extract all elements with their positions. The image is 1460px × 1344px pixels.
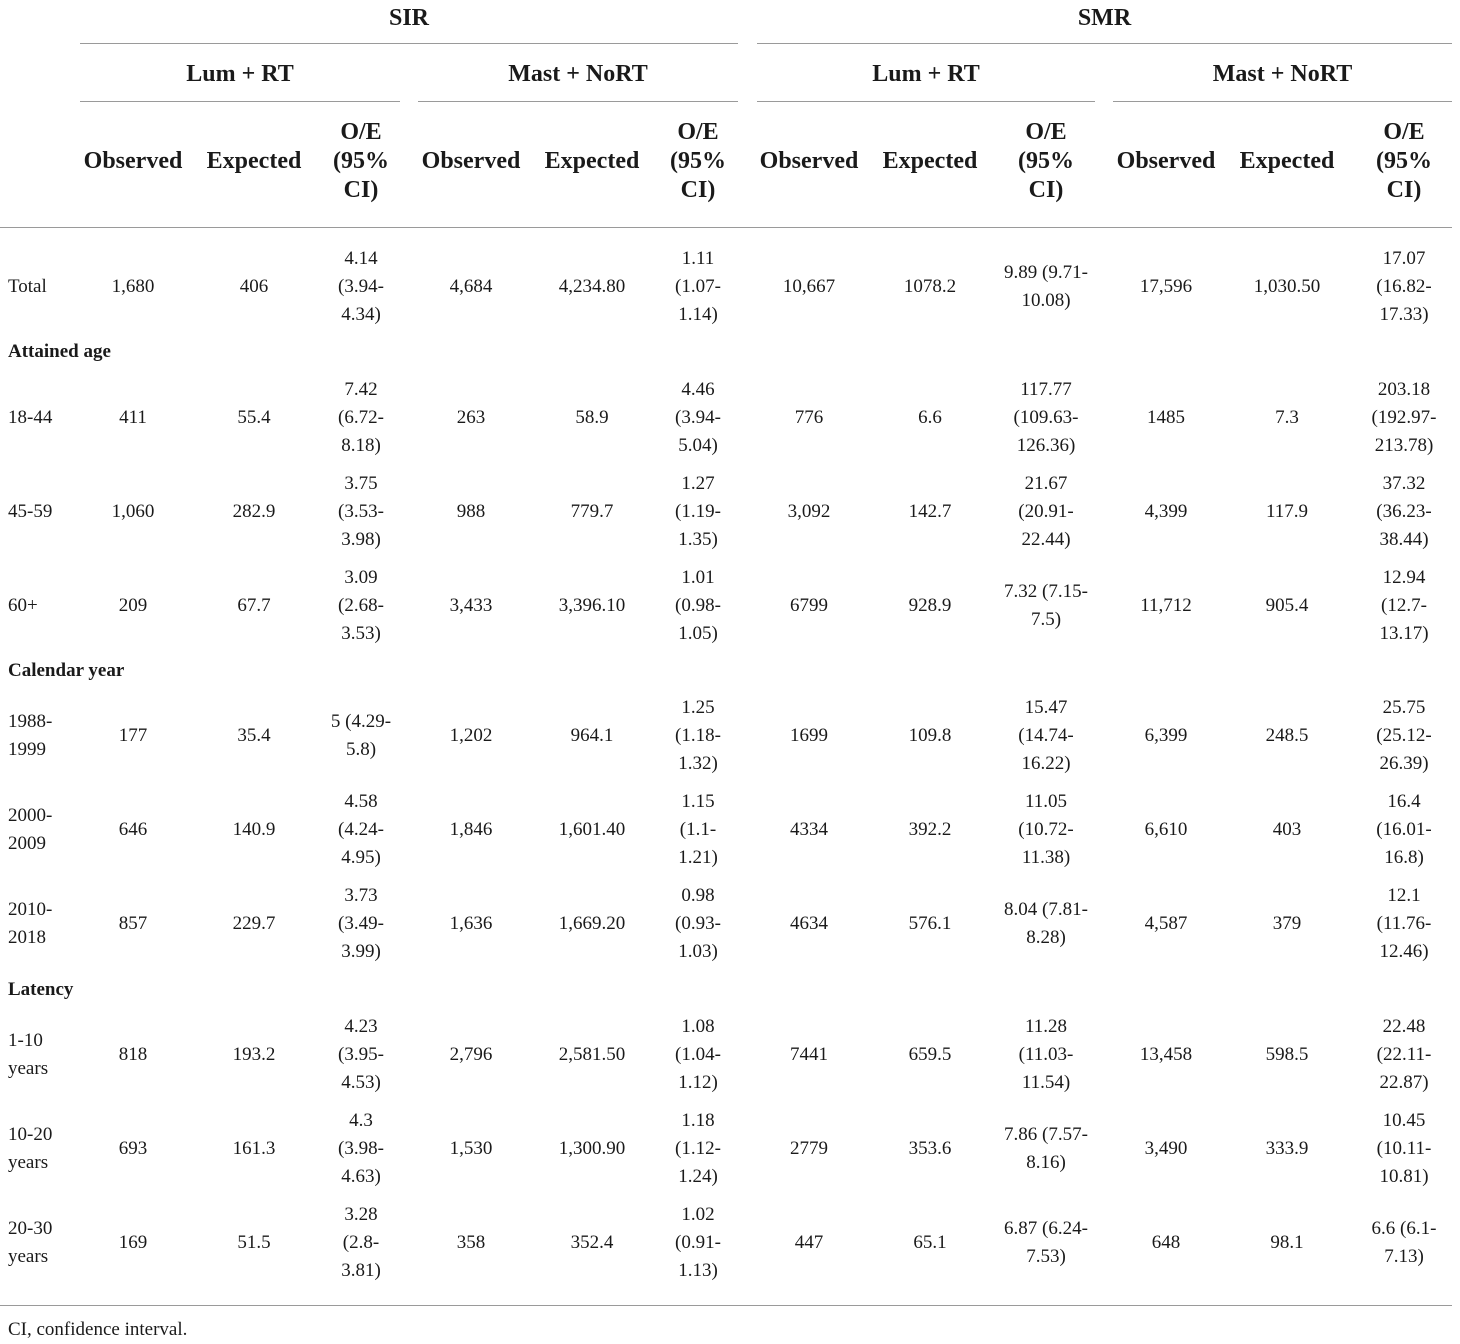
oe-ci-cell: 3.75 (3.53- 3.98) xyxy=(338,473,384,550)
row-label: 2010- 2018 xyxy=(8,899,53,948)
oe-ci-cell: 1.25 (1.18- 1.32) xyxy=(675,697,721,774)
subgroup-header: Lum + RT xyxy=(186,61,294,87)
expected-cell: 2,581.50 xyxy=(558,1044,626,1065)
observed-cell: 6,610 xyxy=(1144,819,1188,840)
expected-cell: 406 xyxy=(239,276,269,297)
row-label: Total xyxy=(8,276,47,297)
observed-cell: 4,587 xyxy=(1144,913,1188,934)
oe-ci-cell: 7.42 (6.72- 8.18) xyxy=(338,379,384,456)
oe-ci-cell: 1.15 (1.1- 1.21) xyxy=(678,791,718,868)
oe-ci-cell: 3.28 (2.8- 3.81) xyxy=(341,1204,381,1281)
expected-cell: 353.6 xyxy=(908,1138,952,1159)
column-header-observed: Observed xyxy=(83,148,183,174)
oe-ci-cell: 4.58 (4.24- 4.95) xyxy=(338,791,384,868)
oe-ci-cell: 4.14 (3.94- 4.34) xyxy=(338,248,384,325)
oe-ci-cell: 8.04 (7.81- 8.28) xyxy=(1004,899,1088,948)
observed-cell: 6799 xyxy=(790,595,828,616)
observed-cell: 1,680 xyxy=(111,276,155,297)
observed-cell: 358 xyxy=(456,1232,486,1253)
observed-cell: 4,684 xyxy=(449,276,493,297)
observed-cell: 3,433 xyxy=(449,595,493,616)
expected-cell: 659.5 xyxy=(908,1044,952,1065)
expected-cell: 1078.2 xyxy=(903,276,957,297)
oe-ci-cell: 21.67 (20.91- 22.44) xyxy=(1018,473,1074,550)
expected-cell: 140.9 xyxy=(232,819,276,840)
observed-cell: 10,667 xyxy=(782,276,836,297)
column-header-oe-ci: O/E (95% CI) xyxy=(670,119,726,203)
oe-ci-cell: 3.73 (3.49- 3.99) xyxy=(338,885,384,962)
oe-ci-cell: 11.05 (10.72- 11.38) xyxy=(1018,791,1074,868)
observed-cell: 3,092 xyxy=(787,501,831,522)
expected-cell: 964.1 xyxy=(570,725,614,746)
observed-cell: 411 xyxy=(119,407,147,428)
observed-cell: 646 xyxy=(118,819,148,840)
column-header-expected: Expected xyxy=(544,148,640,174)
oe-ci-cell: 1.18 (1.12- 1.24) xyxy=(675,1110,721,1187)
observed-cell: 776 xyxy=(794,407,824,428)
expected-cell: 4,234.80 xyxy=(558,276,626,297)
oe-ci-cell: 1.01 (0.98- 1.05) xyxy=(675,567,721,644)
expected-cell: 1,300.90 xyxy=(558,1138,626,1159)
subgroup-header: Mast + NoRT xyxy=(1212,61,1353,87)
observed-cell: 13,458 xyxy=(1139,1044,1193,1065)
oe-ci-cell: 7.32 (7.15- 7.5) xyxy=(1004,581,1088,630)
column-header-observed: Observed xyxy=(1116,148,1216,174)
expected-cell: 98.1 xyxy=(1270,1232,1304,1253)
expected-cell: 403 xyxy=(1272,819,1302,840)
expected-cell: 379 xyxy=(1272,913,1302,934)
observed-cell: 11,712 xyxy=(1140,595,1192,616)
expected-cell: 905.4 xyxy=(1265,595,1309,616)
oe-ci-cell: 25.75 (25.12- 26.39) xyxy=(1376,697,1432,774)
expected-cell: 598.5 xyxy=(1265,1044,1309,1065)
section-heading: Attained age xyxy=(8,341,111,362)
oe-ci-cell: 117.77 (109.63- 126.36) xyxy=(1013,379,1079,456)
expected-cell: 51.5 xyxy=(237,1232,271,1253)
oe-ci-cell: 1.11 (1.07- 1.14) xyxy=(675,248,721,325)
oe-ci-cell: 4.46 (3.94- 5.04) xyxy=(675,379,721,456)
observed-cell: 209 xyxy=(118,595,148,616)
expected-cell: 6.6 xyxy=(918,407,942,428)
expected-cell: 1,030.50 xyxy=(1253,276,1321,297)
expected-cell: 248.5 xyxy=(1265,725,1309,746)
expected-cell: 392.2 xyxy=(908,819,952,840)
table-bottom-rule xyxy=(0,1305,1452,1306)
observed-cell: 648 xyxy=(1151,1232,1181,1253)
observed-cell: 988 xyxy=(456,501,486,522)
subgroup-header: Mast + NoRT xyxy=(508,61,648,87)
expected-cell: 576.1 xyxy=(908,913,952,934)
oe-ci-cell: 12.94 (12.7- 13.17) xyxy=(1379,567,1429,644)
expected-cell: 161.3 xyxy=(232,1138,276,1159)
oe-ci-cell: 4.3 (3.98- 4.63) xyxy=(338,1110,384,1187)
oe-ci-cell: 0.98 (0.93- 1.03) xyxy=(675,885,721,962)
oe-ci-cell: 16.4 (16.01- 16.8) xyxy=(1376,791,1432,868)
expected-cell: 1,601.40 xyxy=(558,819,626,840)
oe-ci-cell: 6.6 (6.1- 7.13) xyxy=(1371,1218,1437,1267)
observed-cell: 857 xyxy=(118,913,148,934)
column-header-expected: Expected xyxy=(1239,148,1335,174)
expected-cell: 928.9 xyxy=(908,595,952,616)
observed-cell: 177 xyxy=(118,725,148,746)
row-label: 45-59 xyxy=(8,501,53,522)
expected-cell: 55.4 xyxy=(237,407,271,428)
expected-cell: 779.7 xyxy=(570,501,614,522)
expected-cell: 3,396.10 xyxy=(558,595,626,616)
observed-cell: 1,060 xyxy=(111,501,155,522)
row-label: 20-30 years xyxy=(8,1218,53,1267)
subgroup-rule xyxy=(418,101,738,102)
group-header-smr: SMR xyxy=(1077,5,1132,31)
group-rule xyxy=(80,43,738,44)
observed-cell: 7441 xyxy=(790,1044,828,1065)
observed-cell: 1,846 xyxy=(449,819,493,840)
observed-cell: 6,399 xyxy=(1144,725,1188,746)
observed-cell: 1,636 xyxy=(449,913,493,934)
expected-cell: 142.7 xyxy=(908,501,952,522)
column-header-oe-ci: O/E (95% CI) xyxy=(1376,119,1432,203)
expected-cell: 352.4 xyxy=(570,1232,614,1253)
oe-ci-cell: 5 (4.29- 5.8) xyxy=(330,711,392,760)
row-label: 1988- 1999 xyxy=(8,711,53,760)
column-header-observed: Observed xyxy=(759,148,859,174)
observed-cell: 263 xyxy=(456,407,486,428)
oe-ci-cell: 3.09 (2.68- 3.53) xyxy=(338,567,384,644)
oe-ci-cell: 1.27 (1.19- 1.35) xyxy=(675,473,721,550)
observed-cell: 2,796 xyxy=(449,1044,493,1065)
table-footnote: CI, confidence interval. xyxy=(8,1319,188,1340)
row-label: 1-10 years xyxy=(8,1030,49,1079)
row-label: 10-20 years xyxy=(8,1124,53,1173)
section-heading: Latency xyxy=(8,979,74,1000)
row-label: 2000- 2009 xyxy=(8,805,53,854)
oe-ci-cell: 9.89 (9.71- 10.08) xyxy=(1004,262,1088,311)
column-header-expected: Expected xyxy=(206,148,302,174)
oe-ci-cell: 7.86 (7.57- 8.16) xyxy=(1004,1124,1088,1173)
column-header-oe-ci: O/E (95% CI) xyxy=(1018,119,1074,203)
row-label: 18-44 xyxy=(8,407,53,428)
oe-ci-cell: 6.87 (6.24- 7.53) xyxy=(1004,1218,1088,1267)
oe-ci-cell: 11.28 (11.03- 11.54) xyxy=(1018,1016,1074,1093)
observed-cell: 2779 xyxy=(790,1138,828,1159)
observed-cell: 4334 xyxy=(790,819,828,840)
expected-cell: 193.2 xyxy=(232,1044,276,1065)
observed-cell: 4634 xyxy=(790,913,828,934)
expected-cell: 117.9 xyxy=(1265,501,1309,522)
expected-cell: 58.9 xyxy=(575,407,609,428)
header-bottom-rule xyxy=(0,227,1452,228)
column-header-expected: Expected xyxy=(882,148,978,174)
oe-ci-cell: 203.18 (192.97- 213.78) xyxy=(1371,379,1437,456)
oe-ci-cell: 1.02 (0.91- 1.13) xyxy=(675,1204,721,1281)
row-label: 60+ xyxy=(8,595,38,616)
oe-ci-cell: 22.48 (22.11- 22.87) xyxy=(1376,1016,1432,1093)
expected-cell: 35.4 xyxy=(237,725,271,746)
expected-cell: 65.1 xyxy=(913,1232,947,1253)
observed-cell: 1,202 xyxy=(449,725,493,746)
group-header-sir: SIR xyxy=(388,5,430,31)
expected-cell: 333.9 xyxy=(1265,1138,1309,1159)
observed-cell: 3,490 xyxy=(1144,1138,1188,1159)
observed-cell: 17,596 xyxy=(1139,276,1193,297)
column-header-observed: Observed xyxy=(421,148,521,174)
subgroup-rule xyxy=(1113,101,1452,102)
oe-ci-cell: 10.45 (10.11- 10.81) xyxy=(1376,1110,1432,1187)
expected-cell: 109.8 xyxy=(908,725,952,746)
group-rule xyxy=(757,43,1452,44)
expected-cell: 7.3 xyxy=(1275,407,1299,428)
observed-cell: 1485 xyxy=(1147,407,1185,428)
observed-cell: 447 xyxy=(794,1232,824,1253)
subgroup-rule xyxy=(757,101,1095,102)
oe-ci-cell: 17.07 (16.82- 17.33) xyxy=(1376,248,1432,325)
expected-cell: 67.7 xyxy=(237,595,271,616)
subgroup-header: Lum + RT xyxy=(872,61,980,87)
expected-cell: 1,669.20 xyxy=(558,913,626,934)
expected-cell: 282.9 xyxy=(232,501,276,522)
oe-ci-cell: 37.32 (36.23- 38.44) xyxy=(1376,473,1432,550)
observed-cell: 693 xyxy=(118,1138,148,1159)
oe-ci-cell: 4.23 (3.95- 4.53) xyxy=(338,1016,384,1093)
oe-ci-cell: 12.1 (11.76- 12.46) xyxy=(1376,885,1432,962)
column-header-oe-ci: O/E (95% CI) xyxy=(333,119,389,203)
observed-cell: 169 xyxy=(118,1232,148,1253)
section-heading: Calendar year xyxy=(8,660,125,681)
oe-ci-cell: 15.47 (14.74- 16.22) xyxy=(1018,697,1074,774)
subgroup-rule xyxy=(80,101,400,102)
observed-cell: 1,530 xyxy=(449,1138,493,1159)
observed-cell: 818 xyxy=(118,1044,148,1065)
observed-cell: 4,399 xyxy=(1144,501,1188,522)
expected-cell: 229.7 xyxy=(232,913,276,934)
observed-cell: 1699 xyxy=(790,725,828,746)
oe-ci-cell: 1.08 (1.04- 1.12) xyxy=(675,1016,721,1093)
